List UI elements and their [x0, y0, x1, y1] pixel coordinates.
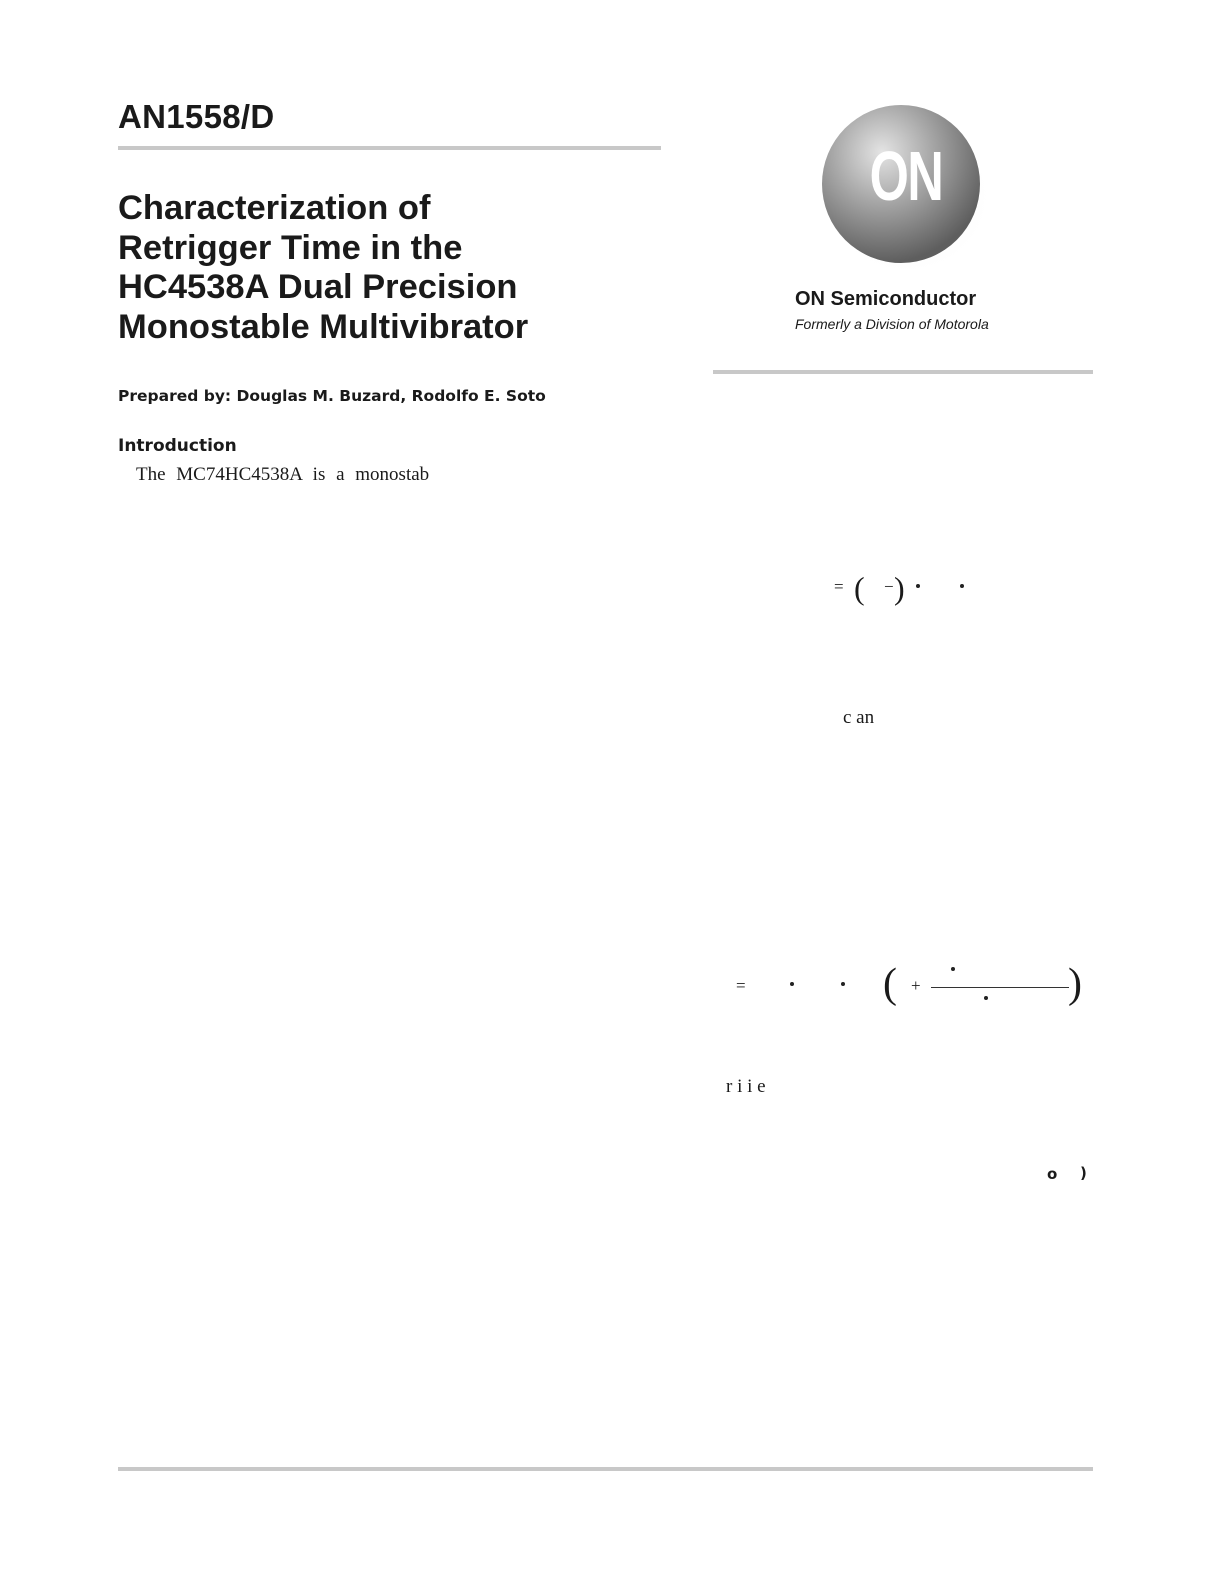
multiply-dot: [951, 967, 955, 971]
minus-sign: −: [884, 577, 894, 596]
equation-1: [828, 570, 988, 610]
multiply-dot: [841, 982, 845, 986]
left-paren: (: [883, 961, 897, 1007]
logo-rule: [713, 370, 1093, 374]
right-paren: ): [1068, 961, 1082, 1007]
text-fragment: r i i e: [726, 1076, 766, 1097]
footer-rule: [118, 1467, 1093, 1471]
header-rule: [118, 146, 661, 150]
author-line: Prepared by: Douglas M. Buzard, Rodolfo E. Soto: [118, 387, 546, 405]
logo: [795, 104, 1013, 284]
left-paren: (: [854, 570, 865, 606]
text-fragment: c an: [843, 707, 875, 728]
right-paren: ): [894, 570, 905, 606]
multiply-dot: [960, 584, 964, 588]
introduction-text: The MC74HC4538A is a monostab: [136, 464, 430, 485]
text-fragment: ): [1080, 1164, 1087, 1182]
multiply-dot: [790, 982, 794, 986]
section-heading-introduction: Introduction: [118, 436, 237, 456]
plus-sign: +: [911, 976, 921, 995]
title-line: Characterization of: [118, 189, 431, 227]
multiply-dot: [984, 996, 988, 1000]
equals-sign: =: [736, 976, 746, 995]
title-line: Retrigger Time in the: [118, 228, 463, 267]
page-title: [118, 189, 678, 347]
logo-mark-text: ON: [869, 137, 943, 215]
multiply-dot: [916, 584, 920, 588]
fraction-bar: [931, 987, 1069, 988]
document-number: AN1558/D: [118, 98, 275, 135]
text-fragment: o: [1047, 1165, 1058, 1183]
brand-name: ON Semiconductor: [795, 288, 977, 310]
equation-2: [733, 960, 1088, 1012]
equals-sign: =: [834, 577, 844, 596]
brand-tagline: Formerly a Division of Motorola: [795, 316, 989, 332]
title-line: HC4538A Dual Precision: [118, 268, 518, 306]
title-line: Monostable Multivibrator: [118, 307, 529, 346]
